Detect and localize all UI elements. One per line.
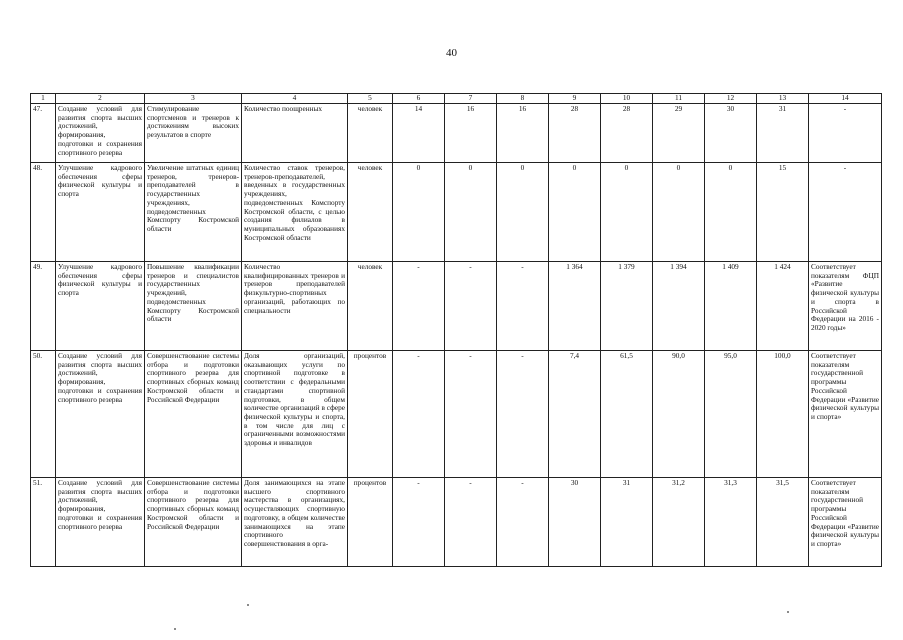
value-cell: 31 (601, 478, 653, 567)
column-number: 2 (56, 94, 145, 104)
value-cell: 1 394 (653, 262, 705, 351)
value-cell: 31,2 (653, 478, 705, 567)
indicator-cell: Доля организаций, оказывающих услуги по спортивной подготовке в соответствии с федеральными стандартами спортивной подготовки, в общем количестве организаций в сфере физической культуры и спорта, в том числе для лиц с ограниченными возможностями здоровья и инвалидов (242, 351, 348, 478)
note-cell: - (809, 104, 882, 163)
value-cell: 16 (497, 104, 549, 163)
value-cell: 61,5 (601, 351, 653, 478)
value-cell: 31 (757, 104, 809, 163)
indicators-table (30, 93, 882, 567)
value-cell: - (445, 262, 497, 351)
value-cell: 29 (653, 104, 705, 163)
goal-cell: Улучшение кадрового обеспечения сферы физической культуры и спорта (56, 163, 145, 262)
value-cell: 16 (445, 104, 497, 163)
unit-cell: процентов (348, 478, 393, 567)
value-cell: 0 (705, 163, 757, 262)
column-number: 10 (601, 94, 653, 104)
task-cell: Повышение квалификации тренеров и специалистов государственных учреждений, подведомственных Комспорту Костромской области (145, 262, 242, 351)
indicator-cell: Количество поощренных (242, 104, 348, 163)
value-cell: - (497, 262, 549, 351)
value-cell: - (445, 478, 497, 567)
task-cell: Совершенствование системы отбора и подготовки спортивного резерва для спортивных сборных команд Костромской области и Российской Федерации (145, 478, 242, 567)
row-number: 50. (31, 351, 56, 478)
value-cell: 28 (549, 104, 601, 163)
value-cell: 31,3 (705, 478, 757, 567)
value-cell: 0 (497, 163, 549, 262)
row-number: 48. (31, 163, 56, 262)
indicator-cell: Доля занимающихся на этапе высшего спортивного мастерства в организациях, осуществляющих спортивную подготовку, в общем количестве занимающихся на этапе спортивного совершенствования в орга- (242, 478, 348, 567)
task-cell: Увеличение штатных единиц тренеров, тренеров-преподавателей в государственных учреждениях, подведомственных Комспорту Костромской области (145, 163, 242, 262)
note-cell: Соответствует показателям государственной программы Российской Федерации «Развитие физической культуры и спорта» (809, 351, 882, 478)
value-cell: - (393, 351, 445, 478)
column-number: 11 (653, 94, 705, 104)
column-number: 4 (242, 94, 348, 104)
value-cell: 0 (549, 163, 601, 262)
goal-cell: Создание условий для развития спорта высших достижений, формирования, подготовки и сохранения спортивного резерва (56, 351, 145, 478)
column-number: 7 (445, 94, 497, 104)
note-cell: - (809, 163, 882, 262)
value-cell: 90,0 (653, 351, 705, 478)
row-number: 47. (31, 104, 56, 163)
value-cell: 15 (757, 163, 809, 262)
value-cell: 95,0 (705, 351, 757, 478)
value-cell: 30 (705, 104, 757, 163)
column-number: 13 (757, 94, 809, 104)
indicator-cell: Количество квалифицированных тренеров и тренеров преподавателей физкультурно-спортивных организаций, работающих по специальности (242, 262, 348, 351)
table-row (31, 104, 882, 163)
goal-cell: Создание условий для развития спорта высших достижений, формирования, подготовки и сохранения спортивного резерва (56, 478, 145, 567)
task-cell: Совершенствование системы отбора и подготовки спортивного резерва для спортивных сборных команд Костромской области и Российской Федерации (145, 351, 242, 478)
column-number: 14 (809, 94, 882, 104)
value-cell: - (393, 262, 445, 351)
unit-cell: человек (348, 104, 393, 163)
scan-speck (787, 611, 789, 613)
value-cell: 7,4 (549, 351, 601, 478)
scan-speck (247, 604, 249, 606)
row-number: 51. (31, 478, 56, 567)
column-number: 9 (549, 94, 601, 104)
note-cell: Соответствует показателям ФЦП «Развитие физической культуры и спорта в Российской Федерации на 2016 - 2020 годы» (809, 262, 882, 351)
note-cell: Соответствует показателям государственной программы Российской Федерации «Развитие физической культуры и спорта» (809, 478, 882, 567)
value-cell: 1 409 (705, 262, 757, 351)
column-number: 12 (705, 94, 757, 104)
value-cell: 31,5 (757, 478, 809, 567)
column-number: 6 (393, 94, 445, 104)
unit-cell: человек (348, 262, 393, 351)
column-number-row (31, 94, 882, 104)
table-row (31, 262, 882, 351)
scan-speck (174, 628, 176, 630)
value-cell: - (393, 478, 445, 567)
unit-cell: процентов (348, 351, 393, 478)
page-number: 40 (446, 47, 457, 59)
goal-cell: Улучшение кадрового обеспечения сферы физической культуры и спорта (56, 262, 145, 351)
value-cell: - (497, 351, 549, 478)
task-cell: Стимулирование спортсменов и тренеров к достижениям высоких результатов в спорте (145, 104, 242, 163)
table-row (31, 163, 882, 262)
value-cell: - (445, 351, 497, 478)
value-cell: 0 (653, 163, 705, 262)
goal-cell: Создание условий для развития спорта высших достижений, формирования, подготовки и сохранения спортивного резерва (56, 104, 145, 163)
column-number: 8 (497, 94, 549, 104)
column-number: 3 (145, 94, 242, 104)
table-row (31, 478, 882, 567)
value-cell: 1 424 (757, 262, 809, 351)
value-cell: 14 (393, 104, 445, 163)
value-cell: 0 (445, 163, 497, 262)
value-cell: 30 (549, 478, 601, 567)
column-number: 1 (31, 94, 56, 104)
row-number: 49. (31, 262, 56, 351)
value-cell: 100,0 (757, 351, 809, 478)
value-cell: 28 (601, 104, 653, 163)
unit-cell: человек (348, 163, 393, 262)
column-number: 5 (348, 94, 393, 104)
value-cell: 1 379 (601, 262, 653, 351)
table-row (31, 351, 882, 478)
value-cell: 0 (393, 163, 445, 262)
value-cell: - (497, 478, 549, 567)
value-cell: 1 364 (549, 262, 601, 351)
value-cell: 0 (601, 163, 653, 262)
indicator-cell: Количество ставок тренеров, тренеров-преподавателей, введенных в государственных учреждениях, подведомственных Комспорту Костромской области, с целью создания филиалов в муниципальных образованиях Костромской области (242, 163, 348, 262)
